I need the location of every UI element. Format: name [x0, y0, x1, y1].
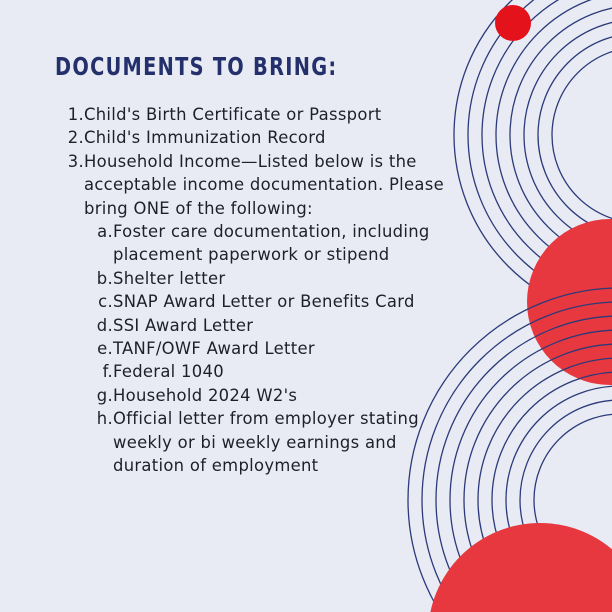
sub-list-item — [94, 290, 446, 313]
documents-list — [66, 103, 446, 478]
list-marker: f. — [102, 362, 113, 382]
income-options-list — [94, 220, 446, 477]
list-marker: h. — [96, 409, 113, 429]
list-marker: d. — [96, 315, 113, 335]
list-item-text: SSI Award Letter — [113, 315, 254, 335]
sub-list-item — [94, 407, 446, 477]
sub-list-item — [94, 314, 446, 337]
list-item — [66, 126, 446, 149]
page-title: DOCUMENTS TO BRING: — [55, 52, 338, 81]
sub-list-item — [94, 384, 446, 407]
list-item-text: Household 2024 W2's — [113, 385, 298, 405]
sub-list-item — [94, 360, 446, 383]
list-marker: b. — [96, 268, 113, 288]
list-item — [66, 103, 446, 126]
list-marker: 1. — [67, 105, 84, 124]
list-item-text: TANF/OWF Award Letter — [113, 339, 315, 359]
list-item-text: SNAP Award Letter or Benefits Card — [113, 292, 415, 312]
red-dot-top — [495, 5, 531, 41]
list-marker: a. — [97, 222, 113, 242]
list-item-text: Shelter letter — [113, 268, 226, 288]
list-item-text: Household Income—Listed below is the acceptable income documentation. Please bring ONE of the following: — [84, 151, 444, 218]
sub-list-item — [94, 267, 446, 290]
red-circle-bottom — [428, 523, 612, 612]
list-marker: c. — [98, 292, 113, 312]
list-marker: 2. — [67, 128, 84, 148]
sub-list-item — [94, 337, 446, 360]
sub-list-item — [94, 220, 446, 267]
list-item — [66, 150, 446, 220]
list-marker: 3. — [67, 151, 84, 171]
list-item-text: Child's Birth Certificate or Passport — [84, 105, 382, 124]
list-marker: e. — [97, 339, 113, 359]
list-marker: g. — [96, 385, 113, 405]
list-item-text: Foster care documentation, including placement paperwork or stipend — [113, 222, 430, 265]
list-item-text: Official letter from employer stating weekly or bi weekly earnings and duration of employment — [113, 409, 419, 476]
list-item-text: Child's Immunization Record — [84, 128, 326, 148]
list-item-text: Federal 1040 — [113, 362, 224, 382]
